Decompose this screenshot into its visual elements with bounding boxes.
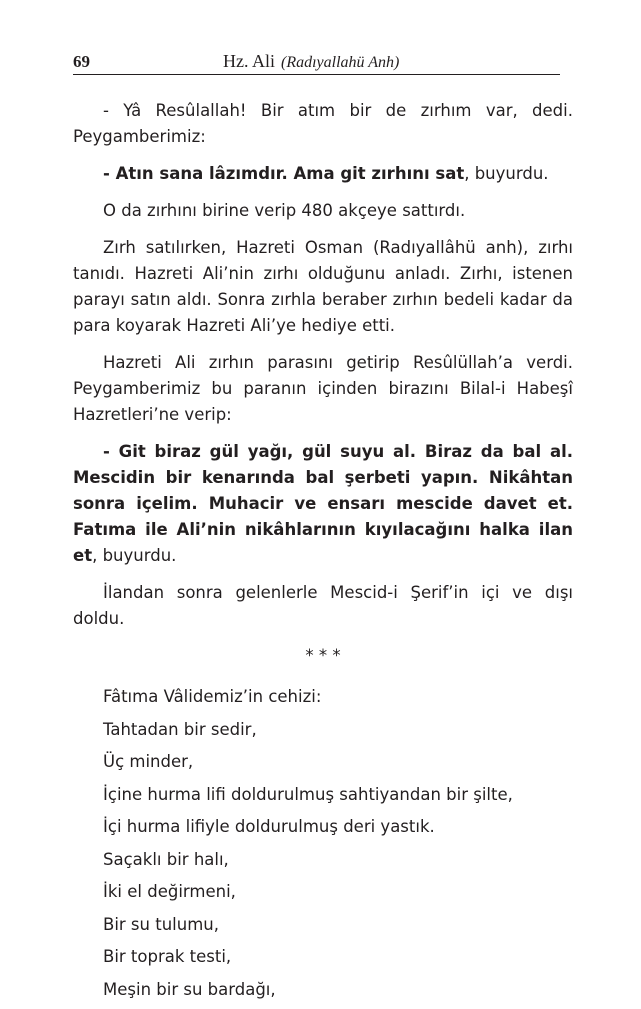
paragraph: [73, 161, 573, 187]
paragraph: - Yâ Resûlallah! Bir atım bir de zırhım var, dedi. Peygamberimiz:: [73, 101, 573, 146]
paragraph-tail: , buyurdu.: [464, 164, 549, 183]
paragraph: O da zırhını birine verip 480 akçeye sattırdı.: [103, 201, 466, 220]
bold-quote: - Git biraz gül yağı, gül suyu al. Biraz da bal al. Mescidin bir kenarında bal şerbeti yapın. Nikâhtan sonra içelim. Muhacir ve ensarı mescide davet et. Fatıma ile Ali’nin nikâhlarının kıyılacağını halka ilan et: [73, 442, 573, 565]
paragraph: Hazreti Ali zırhın parasını getirip Resûlüllah’a verdi. Peygamberimiz bu paranın içinden birazını Bilal-i Habeşî Hazretleri’ne verip:: [73, 353, 573, 424]
list-item: Saçaklı bir halı,: [103, 849, 229, 869]
list-item: Tahtadan bir sedir,: [103, 719, 257, 739]
list-item: Bir su tulumu,: [103, 914, 219, 934]
list-intro: Fâtıma Vâlidemiz’in cehizi:: [103, 687, 322, 706]
running-header: [73, 50, 560, 75]
list-item: Meşin bir su bardağı,: [103, 979, 276, 999]
list-item: İçi hurma lifiyle doldurulmuş deri yastık.: [103, 817, 435, 836]
body-text: [73, 98, 573, 1009]
paragraph: Zırh satılırken, Hazreti Osman (Radıyallâhü anh), zırhı tanıdı. Hazreti Ali’nin zırhı olduğunu anladı. Zırhı, istenen parayı satın aldı. Sonra zırhla beraber zırhın bedeli kadar da para koyarak Hazreti Ali’ye hediye etti.: [73, 238, 573, 335]
list-item: İki el değirmeni,: [103, 882, 236, 901]
running-title: [223, 51, 399, 72]
chapter-subtitle: (Radıyallahü Anh): [281, 54, 400, 71]
section-separator: * * *: [305, 646, 341, 665]
list-item: Üç minder,: [103, 752, 194, 771]
list-item: İçine hurma lifi doldurulmuş sahtiyandan bir şilte,: [103, 784, 513, 804]
chapter-title: Hz. Ali: [223, 51, 275, 71]
list-item: Bir toprak testi,: [103, 947, 232, 966]
paragraph: [73, 439, 573, 569]
paragraph: İlandan sonra gelenlerle Mescid-i Şerif’in içi ve dışı doldu.: [73, 583, 573, 628]
page-number: 69: [73, 52, 90, 71]
paragraph-tail: , buyurdu.: [92, 546, 177, 565]
bold-quote: - Atın sana lâzımdır. Ama git zırhını sat: [103, 164, 465, 183]
